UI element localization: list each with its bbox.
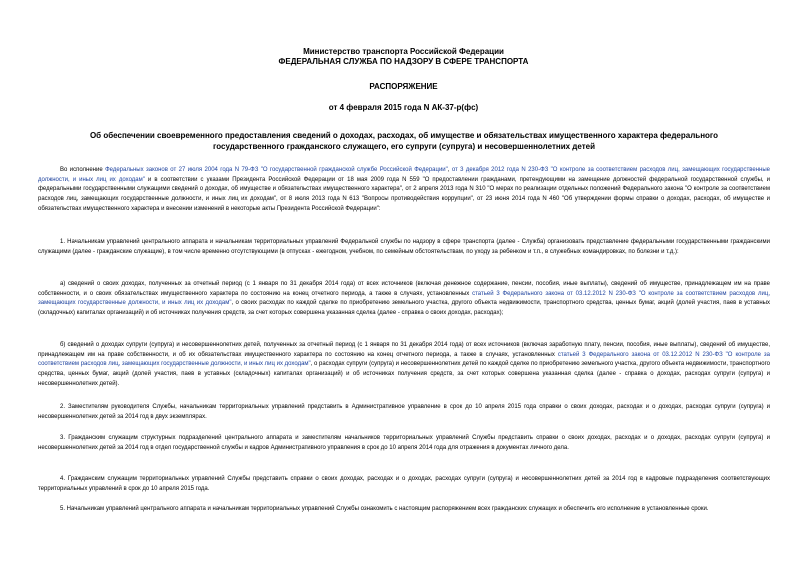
paragraph-1b-text-2: , о расходах супруги (супруга) и несовершеннолетних детей по каждой сделке по приобретению земельного участка, другого объекта недвижимости, транспортного средства, ценных бумаг, акций (долей участия, паев в уставных (складочных) капиталах организаций) и об источниках получения средств, за счет которых совершена указанная сделка (далее - справка о доходах, расходах супруги (супруга) и несовершеннолетних детей). <box>38 361 770 387</box>
paragraph-1a-text-2: , о своих расходах по каждой сделке по приобретению земельного участка, другого объекта недвижимости, транспортного средства, ценных бумаг, акций (долей участия, паев в уставных (складочных) капиталах организаций) и об источниках получения средств, за счет которых совершена указанная сделка (далее - справка о своих доходах, расходах); <box>38 300 770 317</box>
paragraph-1a-text-1: а) сведений о своих доходах, полученных за отчетный период (с 1 января по 31 декабря 2014 года) от всех источников (включая денежное содержание, пенсии, пособия, иные выплаты), сведений об имуществе, принадлежащем им на праве собственности, и о своих обязательствах имущественного характера по состоянию на конец отчетного периода, а также в случаях, установленных <box>38 281 770 297</box>
document-date-number: от 4 февраля 2015 года N АК-37-р(фс) <box>328 103 479 112</box>
law-link-article3-a[interactable]: статьей 3 Федерального закона от 03.12.2012 N 230-ФЗ "О контроле за соответствием расходов лиц, замещающих государственные должности, и иных лиц их доходам" <box>38 290 770 307</box>
service-name: ФЕДЕРАЛЬНАЯ СЛУЖБА ПО НАДЗОРУ В СФЕРЕ ТРАНСПОРТА <box>278 56 529 66</box>
paragraph-3: 3. Гражданским служащим структурных подразделений центрального аппарата и заместителям начальников территориальных управлений Службы представить справки о своих доходах, расходах и о доходах, расходах супруги (супруга) и несовершеннолетних детей за 2014 год в отдел государственной службы и кадров Административного управления в срок до 10 апреля 2014 года для отражения в документах личного дела. <box>38 435 770 451</box>
paragraph-1: 1. Начальникам управлений центрального аппарата и начальникам территориальных управлений Федеральной службы по надзору в сфере транспорта (далее - Служба) организовать представление федеральными государственными гражданскими служащими (далее - гражданские служащие), в том числе временно отсутствующими (в отпусках - ежегодном, учебном, по семейным обстоятельствам, по уходу за ребенком и т.п., в служебных командировках, по болезни и т.д.): <box>38 239 770 255</box>
law-link-article3-b[interactable]: статьей 3 Федерального закона от 03.12.2012 N 230-ФЗ "О контроле за соответствием расходов лиц, замещающих государственные должности, и иных лиц их доходам" <box>38 351 770 368</box>
preamble-text-3: и в соответствии с указами Президента Российской Федерации от 18 мая 2009 года N 559 "О предоставлении гражданами, претендующими на замещение должностей федеральной государственной службы, и федеральными государственными служащими сведений о доходах, об имуществе и обязательствах имущественного характера", от 2 апреля 2013 года N 310 "О мерах по реализации отдельных положений Федерального закона "О контроле за соответствием расходов лиц, замещающих государственные должности, и иных лиц их доходам", от 8 июля 2013 года N 613 "Вопросы противодействия коррупции", от 23 июня 2014 года N 460 "Об утверждении формы справки о доходах, расходах, об имуществе и обязательствах имущественного характера и внесении изменений в некоторые акты Президента Российской Федерации": <box>38 176 770 212</box>
paragraph-5: 5. Начальникам управлений центрального аппарата и начальникам территориальных управлений Службы ознакомить с настоящим распоряжением всех гражданских служащих и обеспечить его исполнение в установленные сроки. <box>60 506 709 512</box>
paragraph-1b <box>38 341 770 390</box>
paragraph-1a <box>38 280 770 319</box>
paragraph-preamble <box>38 166 770 215</box>
law-link-79fz[interactable]: Федеральных законов от 27 июля 2004 года N 79-ФЗ "О государственной гражданской службе Российской Федерации" <box>105 167 448 173</box>
paragraph-2: 2. Заместителям руководителя Службы, начальникам территориальных управлений представить в Административное управление в срок до 10 апреля 2015 года справки о своих доходах, расходах и о доходах, расходах супруги (супруга) и несовершеннолетних детей за 2014 год в двух экземплярах. <box>38 404 770 420</box>
document-header <box>0 47 807 66</box>
preamble-text-1: Во исполнение <box>60 167 106 173</box>
paragraph-1b-text-1: б) сведений о доходах супруги (супруга) и несовершеннолетних детей, полученных за отчетный период (с 1 января по 31 декабря 2014 года) от всех источников (включая заработную плату, пенсии, пособия, иные выплаты), сведений об имуществе, принадлежащем им на праве собственности, и об их обязательствах имущественного характера по состоянию на конец отчетного периода, а также в случаях, установленных <box>38 342 770 358</box>
preamble-text-2: , <box>447 167 452 173</box>
document-subject: Об обеспечении своевременного предоставления сведений о доходах, расходах, об имуществе и обязательствах имущественного характера федерального государственного гражданского служащего, его супруги (супруга) и несовершеннолетних детей <box>89 131 719 151</box>
ministry-name: Министерство транспорта Российской Федерации <box>303 47 504 56</box>
document-type: РАСПОРЯЖЕНИЕ <box>369 82 438 91</box>
law-link-230fz[interactable]: от 3 декабря 2012 года N 230-ФЗ "О контроле за соответствием расходов лиц, замещающих государственные должности, и иных лиц их доходам" <box>38 167 770 183</box>
paragraph-4: 4. Гражданским служащим территориальных управлений Службы представить справки о своих доходах, расходах и о доходах, расходах супруги (супруга) и несовершеннолетних детей за 2014 год в кадровые подразделения соответствующих территориальных управлений в срок до 10 апреля 2015 года. <box>38 476 770 492</box>
